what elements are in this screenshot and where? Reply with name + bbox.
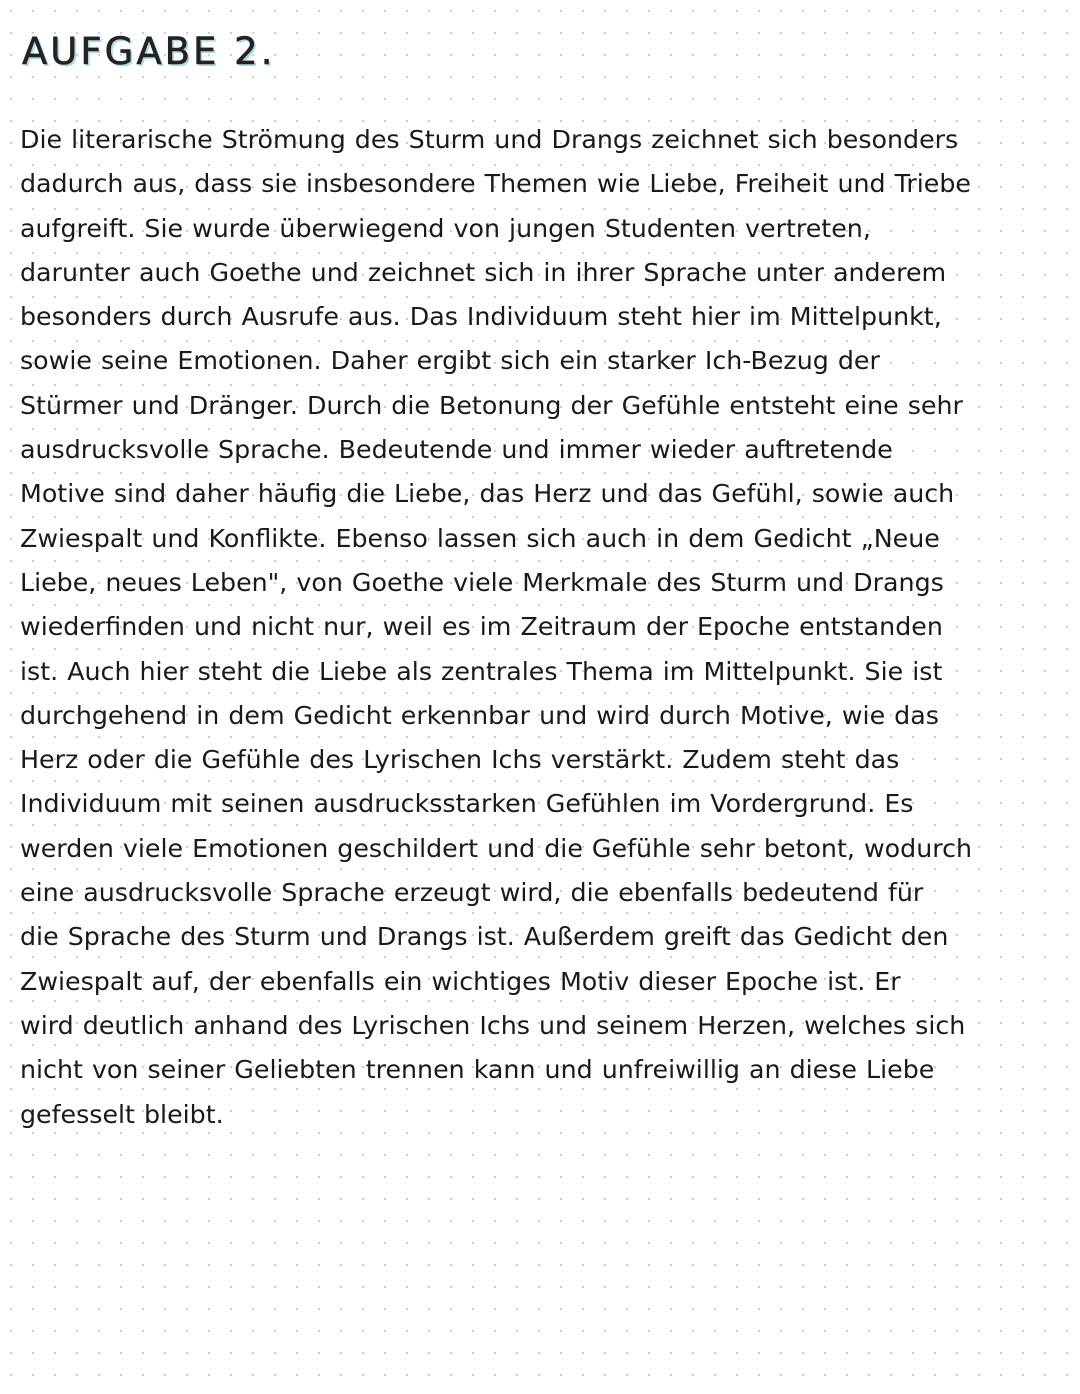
text-line: Stürmer und Dränger. Durch die Betonung der Gefühle entsteht eine sehr xyxy=(20,390,963,420)
text-line: Individuum mit seinen ausdrucksstarken Gefühlen im Vordergrund. Es xyxy=(20,789,914,819)
text-line: sowie seine Emotionen. Daher ergibt sich ein starker Ich-Bezug der xyxy=(20,346,880,376)
text-line: Liebe, neues Leben", von Goethe viele Merkmale des Sturm und Drangs xyxy=(20,567,944,597)
text-line: dadurch aus, dass sie insbesondere Themen wie Liebe, Freiheit und Triebe xyxy=(20,169,971,199)
text-line: Zwiespalt auf, der ebenfalls ein wichtiges Motiv dieser Epoche ist. Er xyxy=(20,966,901,996)
text-line: die Sprache des Sturm und Drangs ist. Außerdem greift das Gedicht den xyxy=(20,922,949,952)
text-line: nicht von seiner Geliebten trennen kann und unfreiwillig an diese Liebe xyxy=(20,1055,935,1085)
text-line: wird deutlich anhand des Lyrischen Ichs und seinem Herzen, welches sich xyxy=(20,1010,966,1040)
text-line: Motive sind daher häufig die Liebe, das Herz und das Gefühl, sowie auch xyxy=(20,479,955,509)
text-line: ist. Auch hier steht die Liebe als zentrales Thema im Mittelpunkt. Sie ist xyxy=(20,656,943,686)
text-line: ausdrucksvolle Sprache. Bedeutende und immer wieder auftretende xyxy=(20,435,893,465)
text-line: aufgreift. Sie wurde überwiegend von jungen Studenten vertreten, xyxy=(20,213,871,243)
text-line: gefesselt bleibt. xyxy=(20,1099,224,1129)
essay-text xyxy=(20,118,1068,1137)
text-line: Herz oder die Gefühle des Lyrischen Ichs verstärkt. Zudem steht das xyxy=(20,745,900,775)
text-line: wiederfinden und nicht nur, weil es im Zeitraum der Epoche entstanden xyxy=(20,612,943,642)
page-title: AUFGABE 2. xyxy=(22,30,276,73)
text-line: Die literarische Strömung des Sturm und Drangs zeichnet sich besonders xyxy=(20,125,959,154)
text-line: eine ausdrucksvolle Sprache erzeugt wird, die ebenfalls bedeutend für xyxy=(20,878,924,908)
text-line: besonders durch Ausrufe aus. Das Individuum steht hier im Mittelpunkt, xyxy=(20,302,942,332)
text-line: durchgehend in dem Gedicht erkennbar und wird durch Motive, wie das xyxy=(20,700,939,730)
text-line: Zwiespalt und Konflikte. Ebenso lassen sich auch in dem Gedicht „Neue xyxy=(20,523,940,553)
text-line: werden viele Emotionen geschildert und die Gefühle sehr betont, wodurch xyxy=(20,833,973,863)
text-line: darunter auch Goethe und zeichnet sich in ihrer Sprache unter anderem xyxy=(20,257,947,287)
